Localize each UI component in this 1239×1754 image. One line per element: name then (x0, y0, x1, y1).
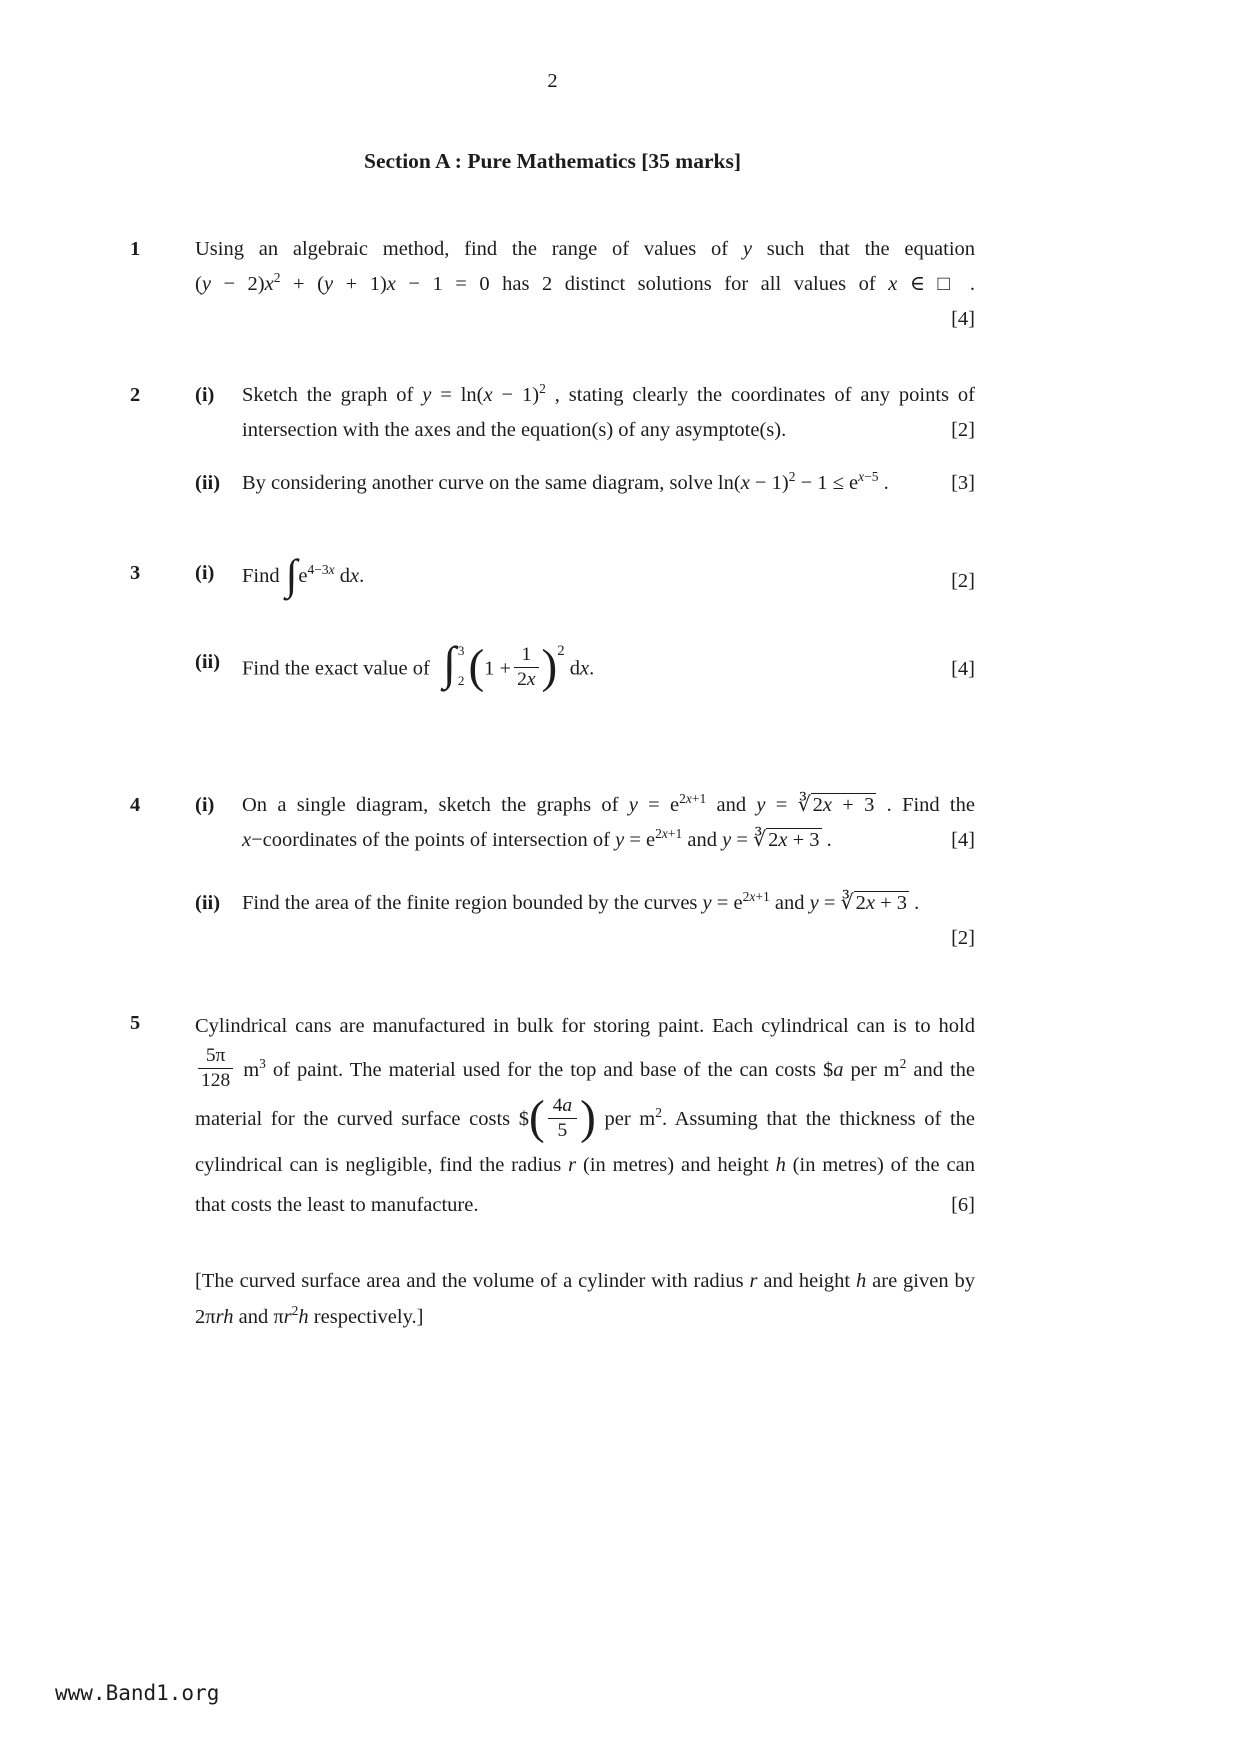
question-body (195, 232, 975, 337)
question-number: 2 (130, 384, 141, 406)
power-exponent: 2 (557, 643, 565, 660)
expression-text: dx. (569, 657, 595, 680)
question-body (195, 788, 975, 956)
integral-limits (456, 643, 465, 690)
question-text: By considering another curve on the same diagram, solve $\ln(x - 1)^2 - 1 \le e^{x-5}$ . (242, 469, 889, 494)
question-text: per $m^2$. Assuming that the thickness of the cylindrical can is negligible, find the radius r (in metres) and height h (in metres) of the can that costs the least to manufacture. (195, 1105, 975, 1217)
question-text: $m^3$ of paint. The material used for the top and base of the can costs $a per $m^2$ and the material for the curved surface costs $ (195, 1055, 975, 1131)
part-label: (ii) (195, 892, 221, 914)
question-body (195, 1006, 975, 1335)
fraction (198, 1044, 233, 1094)
question-text: Cylindrical cans are manufactured in bulk for storing paint. Each cylindrical can is to hold (195, 1015, 975, 1037)
fraction (514, 643, 538, 693)
question-4-part-ii (195, 886, 975, 956)
marks-badge: [4] (951, 829, 975, 851)
right-paren-squared (541, 641, 565, 694)
question-2-part-i (195, 378, 975, 448)
question-text: Find (242, 565, 280, 588)
question-body (195, 378, 975, 501)
question-text-line: Using an algebraic method, find the range of values of y such that the equation (195, 238, 976, 260)
integral-icon: ∫ (285, 552, 298, 599)
formula-note: [The curved surface area and the volume of a cylinder with radius r and height h are given by 2πrh and $\pi r^2h$ respectively.] (195, 1270, 975, 1329)
question-2-part-ii (195, 466, 975, 501)
marks-badge: [3] (951, 472, 975, 494)
question-text: On a single diagram, sketch the graphs of $y = e^{2x+1}$ and y = ∛2x + 3 . Find the x−coordinates of the points of intersection of $y = e^{2x+1}$ and y = ∛2x + 3 . (242, 791, 975, 851)
part-text (242, 466, 975, 501)
marks-badge: [2] (951, 570, 975, 593)
integrand-text: $e^{4-3x}$ dx. (298, 562, 365, 588)
question-4 (130, 788, 975, 956)
fraction-numerator: 1 (514, 643, 538, 668)
question-number: 1 (130, 238, 141, 260)
question-text: Find the area of the finite region bounded by the curves $y = e^{2x+1}$ and y = ∛2x + 3 . (242, 889, 920, 914)
lower-limit: 2 (457, 673, 465, 689)
part-label: (i) (195, 794, 215, 816)
question-text: Find the exact value of (242, 657, 430, 680)
question-number: 3 (130, 562, 141, 584)
math-expression (242, 638, 951, 695)
part-text (242, 788, 975, 858)
fraction-numerator: 4a (548, 1094, 577, 1119)
page-number: 2 (547, 70, 558, 92)
question-3-part-ii (195, 638, 975, 695)
marks-badge: [6] (951, 1194, 975, 1217)
fraction-denominator: 128 (201, 1070, 231, 1092)
question-text-paragraph (195, 1006, 975, 1225)
part-label: (i) (195, 562, 215, 584)
part-label: (i) (195, 384, 215, 406)
footer-url: www.Band1.org (55, 1681, 220, 1705)
left-paren: ( (528, 1091, 545, 1144)
question-4-part-i (195, 788, 975, 858)
marks-badge: [4] (951, 308, 975, 330)
question-body (195, 552, 975, 695)
expression-text: 1 + (484, 657, 512, 680)
question-3-part-i (195, 552, 975, 599)
question-3 (130, 552, 975, 695)
part-text (242, 638, 975, 695)
part-text (242, 378, 975, 448)
marks-badge: [2] (951, 419, 975, 441)
fraction-denominator: 5 (557, 1119, 568, 1141)
part-text (242, 886, 975, 956)
question-number: 4 (130, 794, 141, 816)
fraction-denominator: 2x (517, 669, 536, 691)
marks-badge: [4] (951, 658, 975, 681)
part-label: (ii) (195, 651, 221, 674)
fraction-numerator: 5π (198, 1044, 233, 1069)
upper-limit: 3 (457, 643, 465, 659)
definite-integral (442, 638, 465, 691)
question-text: Sketch the graph of $y = \ln(x - 1)^2$ , stating clearly the coordinates of any points of intersection with the axes and the equation(s) of any asymptote(s). (242, 381, 975, 441)
part-label: (ii) (195, 472, 221, 494)
left-paren: ( (468, 641, 485, 694)
question-5 (130, 1006, 975, 1335)
fraction (548, 1094, 577, 1144)
question-2 (130, 378, 975, 501)
section-title: Section A : Pure Mathematics [35 marks] (364, 149, 741, 173)
right-paren: ) (580, 1091, 596, 1144)
question-1 (130, 232, 975, 337)
question-text-line: $(y - 2)x^2 + (y + 1)x - 1 = 0$ has 2 distinct solutions for all values of x ∈ □ . (195, 270, 976, 295)
part-text (242, 552, 975, 599)
right-paren: ) (541, 641, 558, 694)
marks-badge: [2] (951, 927, 975, 949)
integral-icon: ∫ (442, 638, 456, 691)
question-number: 5 (130, 1012, 141, 1034)
